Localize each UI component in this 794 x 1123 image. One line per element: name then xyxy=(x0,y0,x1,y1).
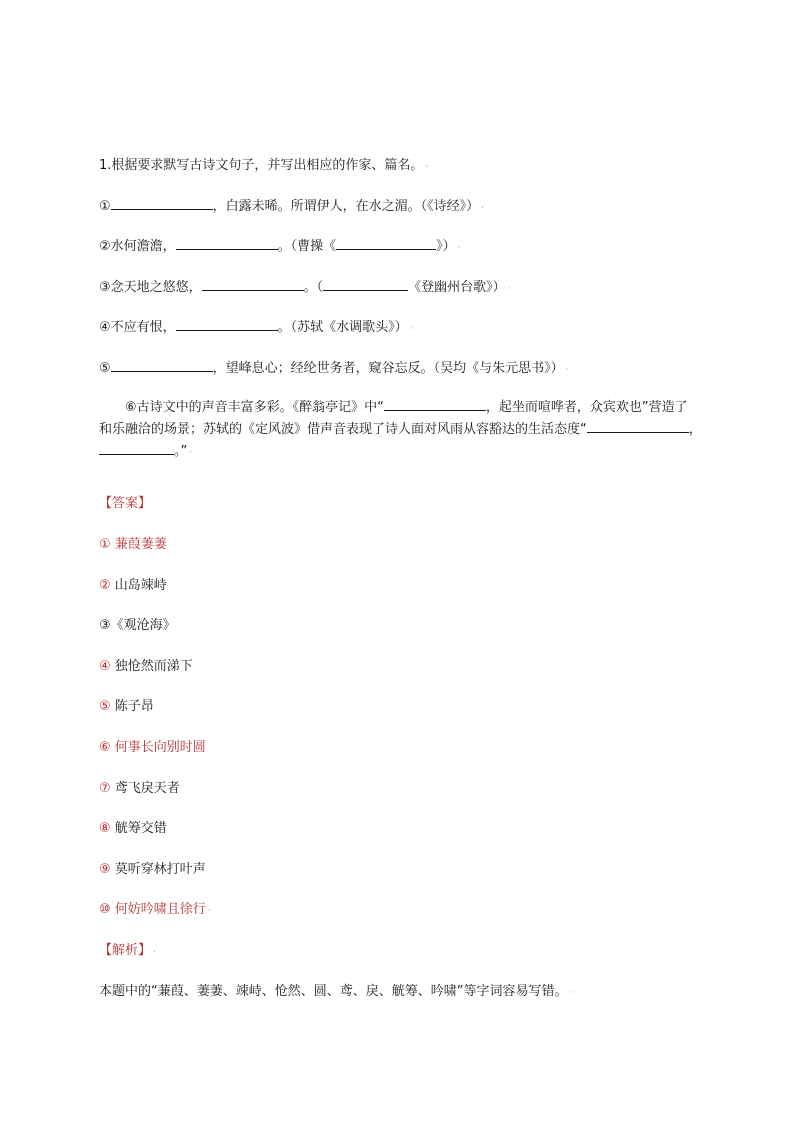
answer-number: ② xyxy=(99,578,111,593)
answer-item xyxy=(99,577,167,595)
answer-text: 觥筹交错 xyxy=(114,821,167,836)
analysis-heading: 【解析】 · xyxy=(99,942,156,961)
answer-number: ④ xyxy=(99,659,111,674)
answer-text: 山岛竦峙 xyxy=(114,578,167,593)
answer-blank[interactable] xyxy=(111,197,213,210)
answer-blank[interactable] xyxy=(202,278,304,291)
paragraph-mark-icon: · xyxy=(569,988,573,998)
answer-number: ⑦ xyxy=(99,781,111,796)
answer-item xyxy=(99,780,180,798)
answer-number: ⑧ xyxy=(99,821,111,836)
paragraph-mark-icon: · xyxy=(507,284,511,294)
answer-blank[interactable] xyxy=(99,442,174,455)
paragraph-mark-icon: · xyxy=(565,365,569,375)
paragraph-mark-icon: · xyxy=(207,906,211,916)
answer-number: ⑩ xyxy=(99,902,111,917)
answer-blank[interactable] xyxy=(587,420,689,433)
answer-blank[interactable] xyxy=(176,318,278,331)
paragraph-mark-icon: · xyxy=(425,162,429,172)
answer-number: ⑨ xyxy=(99,862,111,877)
question-item-1: ① ，白露未晞。所谓伊人，在水之湄。（《诗经》） · xyxy=(99,197,484,217)
answer-text: 何妨吟啸且徐行 xyxy=(114,902,206,917)
question-item-5: ⑤ ，望峰息心；经纶世务者，窥谷忘反。（吴均《与朱元思书》） · xyxy=(99,359,569,379)
question-item-3: ③念天地之悠悠， 。（ 《登幽州台歌》） · xyxy=(99,278,511,298)
answer-number: ③ xyxy=(99,618,111,633)
answer-blank[interactable] xyxy=(111,359,213,372)
answer-item xyxy=(99,901,211,920)
answer-blank[interactable] xyxy=(176,237,278,250)
answer-blank[interactable] xyxy=(323,278,408,291)
answer-number: ⑤ xyxy=(99,699,111,714)
answer-item xyxy=(99,861,206,879)
answer-text: 何事长向别时圆 xyxy=(114,740,206,755)
question-item-4: ④不应有恨， 。（苏轼《水调歌头》） · xyxy=(99,318,413,338)
answer-number: ⑥ xyxy=(99,740,111,755)
answer-blank[interactable] xyxy=(336,237,436,250)
answer-text: 陈子昂 xyxy=(114,699,154,714)
answer-item xyxy=(99,617,176,635)
paragraph-mark-icon: · xyxy=(189,448,193,458)
answer-text: 鸢飞戾天者 xyxy=(114,781,180,796)
answer-text: 莫听穿林打叶声 xyxy=(114,862,206,877)
answer-heading: 【答案】 xyxy=(99,496,152,511)
paragraph-mark-icon: · xyxy=(457,243,461,253)
answer-item xyxy=(99,698,154,716)
answer-item xyxy=(99,658,193,676)
answer-item xyxy=(99,536,167,554)
paragraph-mark-icon: · xyxy=(481,203,485,213)
answer-text: 独怆然而涕下 xyxy=(114,659,193,674)
answer-text: 蒹葭萋萋 xyxy=(114,537,167,552)
answer-item xyxy=(99,820,167,838)
question-prompt: 1.根据要求默写古诗文句子，并写出相应的作家、篇名。 · xyxy=(99,157,428,176)
answer-item xyxy=(99,739,206,757)
paragraph-mark-icon: · xyxy=(153,947,156,957)
answer-number: ① xyxy=(99,537,111,552)
question-item-6: ⑥古诗文中的声音丰富多彩。《醉翁亭记》中“ ，起坐而喧哗者，众宾欢也”营造了 和乐融洽的场景；苏轼的《定风波》借声音表现了诗人面对风雨从容豁达的生活态度“ ， 。” · xyxy=(99,397,739,464)
paragraph-mark-icon: · xyxy=(409,324,413,334)
answer-blank[interactable] xyxy=(384,398,486,411)
answer-text: 《观沧海》 xyxy=(110,618,176,633)
question-item-2: ②水何澹澹， 。（曹操《 》） · xyxy=(99,237,461,257)
analysis-text: 本题中的“蒹葭、萋萋、竦峙、怆然、圆、鸢、戾、觥筹、吟啸”等字词容易写错。 · xyxy=(99,983,572,1002)
